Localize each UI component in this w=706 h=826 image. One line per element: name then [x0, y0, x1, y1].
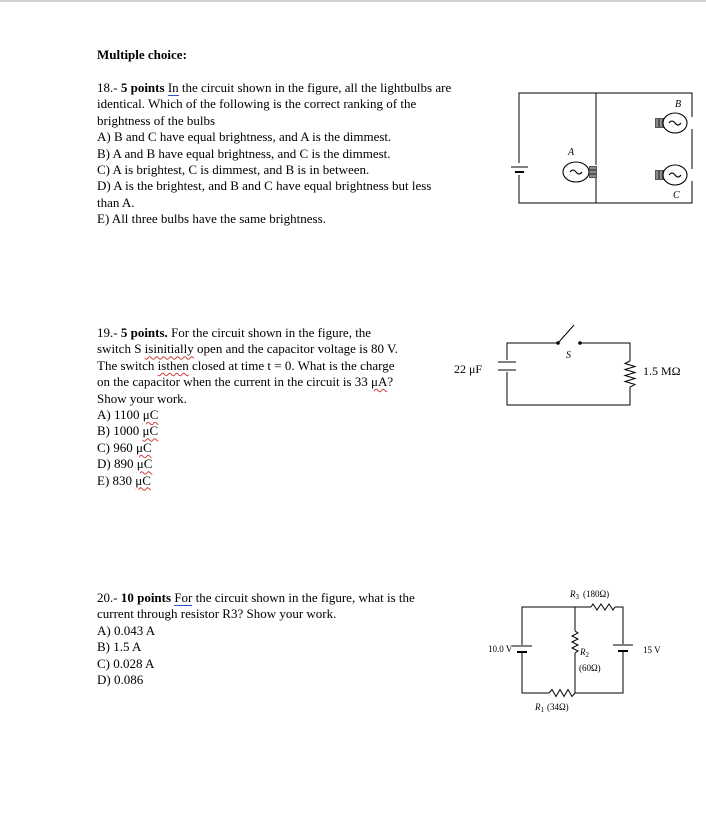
q18-points: 5 points [120, 80, 165, 95]
q20-left-voltage-label: 10.0 V [488, 644, 513, 654]
q18-option-d-cont: than A. [97, 194, 135, 210]
q18-option-a: A) B and C have equal brightness, and A is the dimmest. [97, 129, 392, 145]
q19-line-4: on the capacitor when the current in the circuit is 33 μA? [97, 374, 394, 390]
q19-circuit-figure [450, 318, 700, 418]
q19-wire-top-right [580, 343, 630, 361]
q20-points: 10 points [120, 590, 172, 605]
q19-line-2: switch S isinitially open and the capacitor voltage is 80 V. [97, 341, 399, 357]
q18-option-d: D) A is the brightest, and B and C have equal brightness but less [97, 178, 432, 194]
q19-switch-contact [578, 341, 582, 345]
q20-option-c: C) 0.028 A [97, 655, 155, 671]
q18-outer-wire [519, 93, 692, 203]
q20-option-a: A) 0.043 A [97, 622, 156, 638]
q20-resistor-r2 [572, 631, 578, 653]
q20-r3-label: $R_3$ (180Ω) [570, 589, 610, 601]
q20-r2-label: $R_2$ [580, 647, 589, 659]
q19-resistance-label: 1.5 MΩ [643, 364, 681, 378]
q19-points: 5 points. [120, 325, 168, 340]
q20-wire-top-right [615, 607, 623, 644]
q20-line-1: 20.- 10 points For the circuit shown in the figure, what is the [97, 590, 415, 605]
q19-option-a: A) 1100 μC [97, 407, 159, 423]
q18-line-2: identical. Which of the following is the correct ranking of the [97, 96, 417, 112]
q20-option-b: B) 1.5 A [97, 639, 142, 655]
q20-option-d: D) 0.086 [97, 672, 144, 688]
q18-label-a: A [568, 147, 575, 158]
question-18 [97, 80, 451, 228]
q19-resistor [625, 361, 635, 388]
q18-option-c: C) A is brightest, C is dimmest, and B is in between. [97, 162, 370, 178]
page-heading: Multiple choice: [97, 47, 187, 62]
q18-battery [509, 163, 531, 175]
q19-option-e: E) 830 μC [97, 472, 151, 488]
q18-label-b: B [675, 99, 682, 110]
q20-r1-label: $R_1$ (34Ω) [535, 702, 569, 714]
q18-line-3: brightness of the bulbs [97, 112, 216, 128]
q20-wire-top-left [522, 607, 591, 645]
q19-switch-pivot [556, 341, 560, 345]
q19-switch-arm [558, 325, 574, 343]
q20-wire-bottom-left [522, 653, 549, 693]
q19-wire-bottom [507, 372, 630, 405]
question-20 [97, 590, 415, 688]
q19-line-5: Show your work. [97, 390, 187, 406]
q20-line-2: current through resistor R3? Show your work. [97, 606, 337, 622]
q19-line-3: The switch isthen closed at time t = 0. What is the charge [97, 357, 395, 373]
q18-label-c: C [673, 190, 680, 201]
q18-option-b: B) A and B have equal brightness, and C is the dimmest. [97, 145, 391, 161]
top-border [0, 0, 706, 2]
q20-right-voltage-label: 15 V [643, 645, 661, 655]
q18-option-e: E) All three bulbs have the same brightness. [97, 211, 326, 227]
q18-line-1: 18.- 5 points In the circuit shown in the figure, all the lightbulbs are [97, 80, 452, 95]
q20-circuit-figure [480, 580, 700, 720]
q19-option-b: B) 1000 μC [97, 423, 159, 439]
q19-option-d: D) 890 μC [97, 456, 153, 472]
q20-r2-value: (60Ω) [579, 663, 601, 673]
q18-circuit-figure [500, 85, 700, 215]
q19-option-c: C) 960 μC [97, 439, 152, 455]
question-19 [97, 325, 398, 489]
q19-line-1: 19.- 5 points. For the circuit shown in the figure, the [97, 325, 372, 340]
q20-resistor-r1 [549, 690, 575, 697]
q20-resistor-r3 [591, 604, 615, 610]
q19-capacitance-label: 22 μF [454, 362, 483, 376]
q18-bulb-a [560, 162, 610, 182]
q19-wire-top-left [507, 343, 558, 360]
q19-switch-label: S [566, 350, 571, 361]
